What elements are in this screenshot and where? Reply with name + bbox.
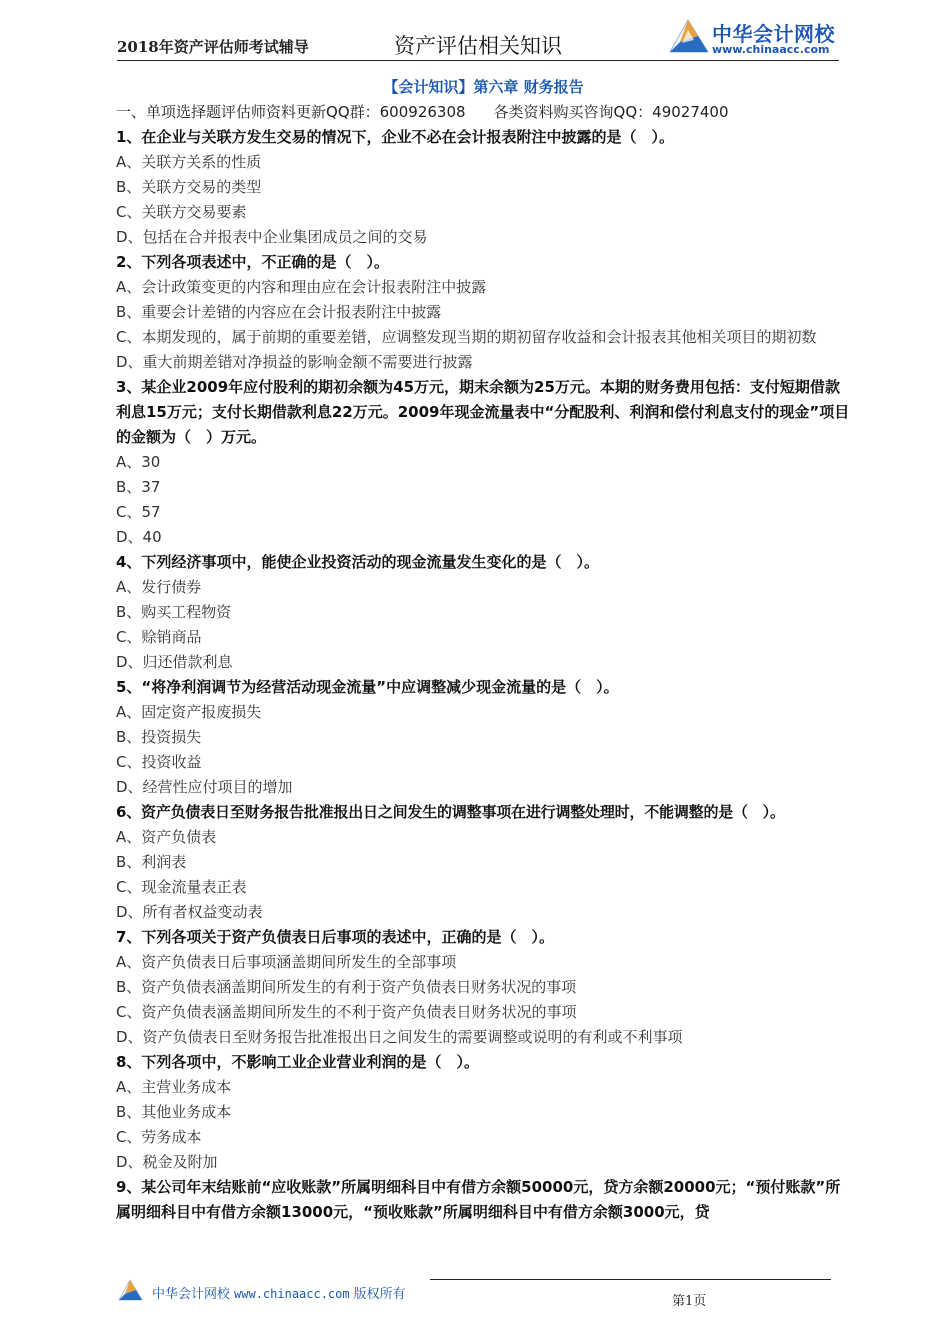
answer-option: D、包括在合并报表中企业集团成员之间的交易 — [116, 228, 428, 246]
answer-option: A、资产负债表日后事项涵盖期间所发生的全部事项 — [116, 953, 457, 971]
document-body — [116, 74, 851, 1225]
footer-brand: 中华会计网校 — [152, 1287, 231, 1302]
answer-option: C、关联方交易要素 — [116, 203, 247, 221]
answer-option: A、资产负债表 — [116, 828, 217, 846]
ad-prefix: 评估师资料更新QQ群： — [221, 103, 380, 121]
section-heading: 一、单项选择题 — [116, 103, 222, 121]
question-stem: 4、下列经济事项中，能使企业投资活动的现金流量发生变化的是（ ）。 — [116, 553, 599, 571]
chapter-title: 【会计知识】第六章 财务报告 — [383, 78, 584, 96]
answer-option: A、主营业务成本 — [116, 1078, 232, 1096]
header-subject-title: 资产评估相关知识 — [394, 34, 562, 58]
answer-option: C、本期发现的，属于前期的重要差错，应调整发现当期的期初留存收益和会计报表其他相关项目的期初数 — [116, 328, 817, 346]
answer-option: C、投资收益 — [116, 753, 202, 771]
footer-rights: 版权所有 — [353, 1287, 406, 1302]
question-stem: 1、在企业与关联方发生交易的情况下，企业不必在会计报表附注中披露的是（ ）。 — [116, 128, 674, 146]
answer-option: A、发行债券 — [116, 578, 202, 596]
answer-option: B、其他业务成本 — [116, 1103, 232, 1121]
ad-qq-group: 600926308 — [379, 103, 466, 121]
footer-rule — [430, 1279, 831, 1280]
section-heading-line — [116, 100, 851, 125]
header-exam-label: 2018年资产评估师考试辅导 — [117, 38, 309, 56]
answer-option: A、关联方关系的性质 — [116, 153, 262, 171]
footer-brand-line — [152, 1283, 406, 1302]
answer-option: C、赊销商品 — [116, 628, 202, 646]
answer-option: A、30 — [116, 453, 161, 471]
brand-url[interactable]: www.chinaacc.com — [712, 43, 830, 56]
answer-option: B、资产负债表涵盖期间所发生的有利于资产负债表日财务状况的事项 — [116, 978, 577, 996]
question-stem: 3、某企业2009年应付股利的期初余额为45万元，期末余额为25万元。本期的财务费用包括：支付短期借款利息15万元；支付长期借款利息22万元。2009年现金流量表中“分配股利、利润和偿付利息支付的现金”项目的金额为（ ）万元。 — [116, 378, 850, 446]
brand-logo[interactable] — [668, 16, 843, 60]
answer-option: C、现金流量表正表 — [116, 878, 247, 896]
answer-option: A、会计政策变更的内容和理由应在会计报表附注中披露 — [116, 278, 487, 296]
answer-option: A、固定资产报废损失 — [116, 703, 262, 721]
answer-option: D、税金及附加 — [116, 1153, 218, 1171]
answer-option: D、所有者权益变动表 — [116, 903, 263, 921]
answer-option: B、重要会计差错的内容应在会计报表附注中披露 — [116, 303, 442, 321]
answer-option: C、劳务成本 — [116, 1128, 202, 1146]
answer-option: B、购买工程物资 — [116, 603, 232, 621]
question-stem: 6、资产负债表日至财务报告批准报出日之间发生的调整事项在进行调整处理时，不能调整的是（ ）。 — [116, 803, 785, 821]
question-stem: 8、下列各项中，不影响工业企业营业利润的是（ ）。 — [116, 1053, 479, 1071]
question-stem: 2、下列各项表述中，不正确的是（ ）。 — [116, 253, 389, 271]
answer-option: C、57 — [116, 503, 161, 521]
footer-url[interactable]: www.chinaacc.com — [234, 1287, 350, 1301]
answer-option: D、40 — [116, 528, 162, 546]
question-stem: 7、下列各项关于资产负债表日后事项的表述中，正确的是（ ）。 — [116, 928, 554, 946]
page-number: 第1页 — [672, 1294, 707, 1309]
answer-option: B、关联方交易的类型 — [116, 178, 262, 196]
question-stem: 5、“将净利润调节为经营活动现金流量”中应调整减少现金流量的是（ ）。 — [116, 678, 619, 696]
answer-option: D、重大前期差错对净损益的影响金额不需要进行披露 — [116, 353, 473, 371]
answer-option: B、37 — [116, 478, 161, 496]
answer-option: D、经营性应付项目的增加 — [116, 778, 293, 796]
answer-option: B、利润表 — [116, 853, 187, 871]
answer-option: B、投资损失 — [116, 728, 202, 746]
answer-option: D、资产负债表日至财务报告批准报出日之间发生的需要调整或说明的有利或不利事项 — [116, 1028, 683, 1046]
answer-option: C、资产负债表涵盖期间所发生的不利于资产负债表日财务状况的事项 — [116, 1003, 577, 1021]
footer-logo-icon — [118, 1278, 144, 1302]
question-stem: 9、某公司年末结账前“应收账款”所属明细科目中有借方余额50000元，贷方余额20000元；“预付账款”所属明细科目中有借方余额13000元，“预收账款”所属明细科目中有借方余额3000元，贷 — [116, 1178, 841, 1221]
triangle-logo-icon — [668, 16, 712, 56]
question-list — [116, 125, 851, 1225]
brand-name: 中华会计网校 — [712, 22, 835, 46]
header-rule — [117, 60, 839, 61]
answer-option: D、归还借款利息 — [116, 653, 233, 671]
ad2-prefix: 各类资料购买咨询QQ： — [493, 103, 653, 121]
ad2-qq: 49027400 — [652, 103, 729, 121]
